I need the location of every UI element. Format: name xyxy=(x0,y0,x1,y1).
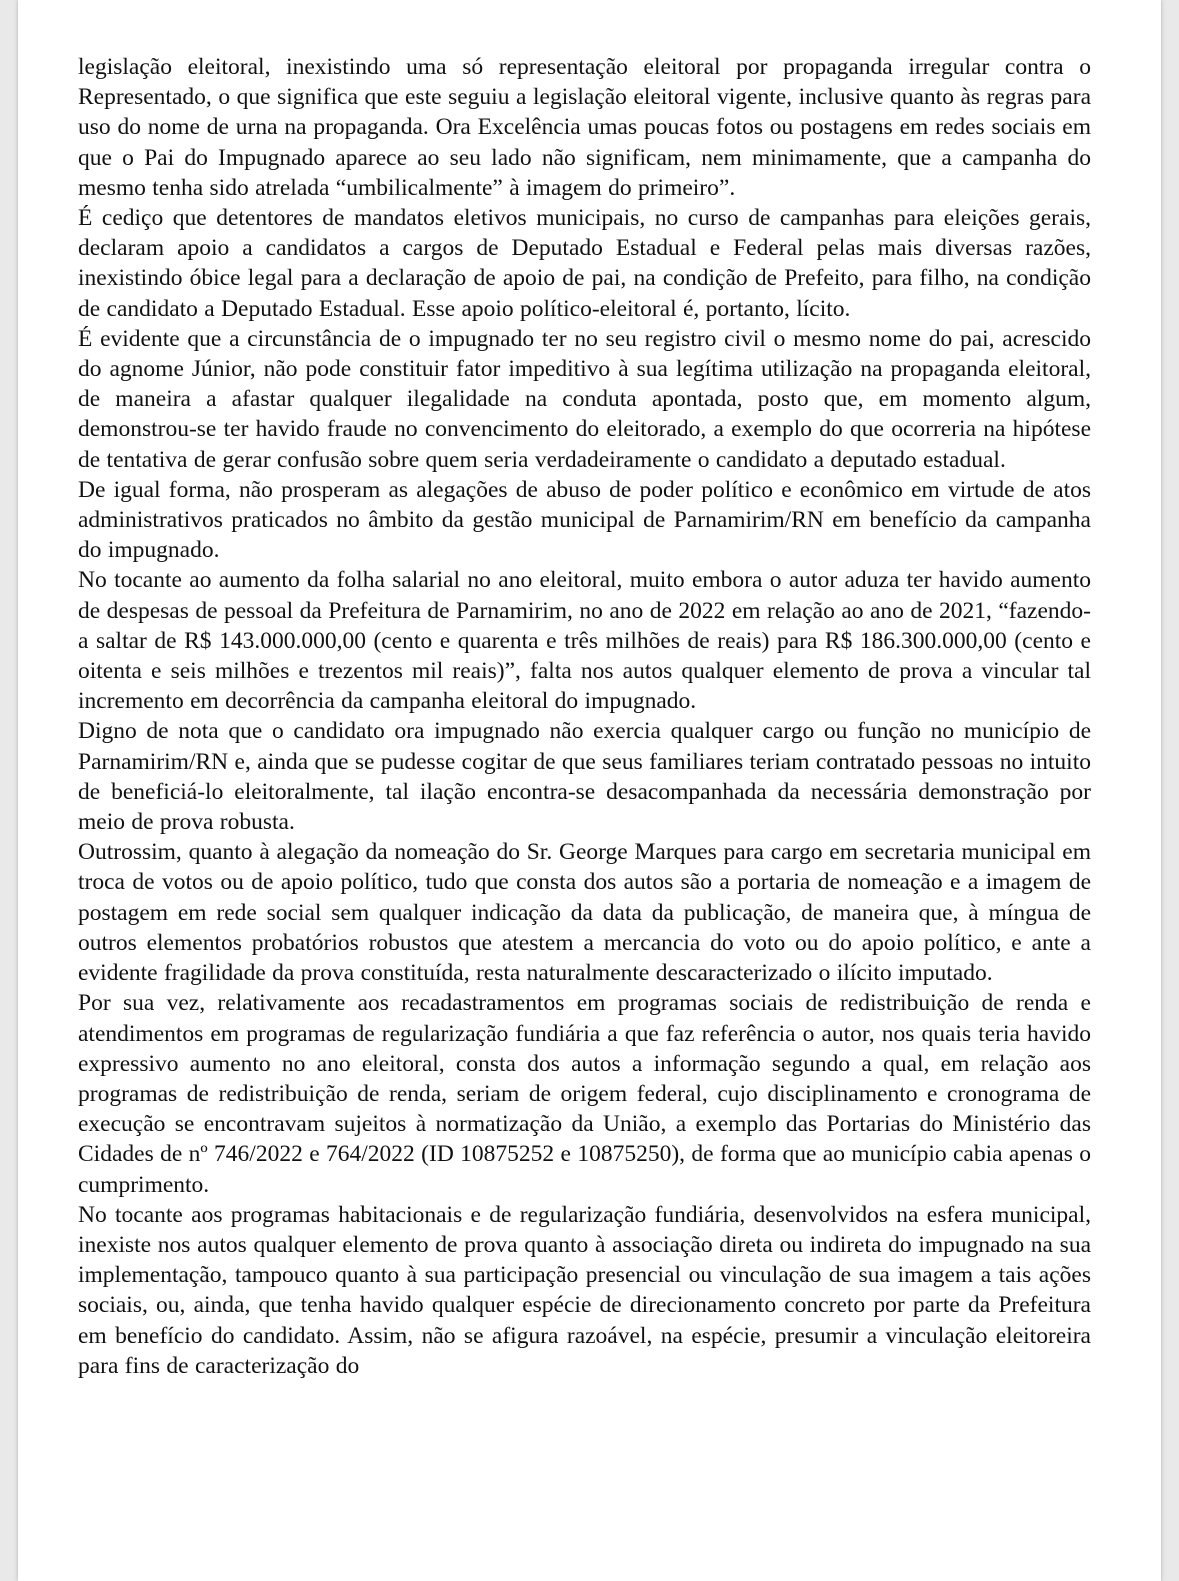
paragraph-4: De igual forma, não prosperam as alegações de abuso de poder político e econômico em virtude de atos administrativos praticados no âmbito da gestão municipal de Parnamirim/RN em benefício da campanha do impugnado. xyxy=(78,476,1091,564)
document-body xyxy=(78,52,1091,1381)
paragraph-3: É evidente que a circunstância de o impugnado ter no seu registro civil o mesmo nome do pai, acrescido do agnome Júnior, não pode constituir fator impeditivo à sua legítima utilização na propaganda eleitoral, de maneira a afastar qualquer ilegalidade na conduta apontada, posto que, em momento algum, demonstrou-se ter havido fraude no convencimento do eleitorado, a exemplo do que ocorreria na hipótese de tentativa de gerar confusão sobre quem seria verdadeiramente o candidato a deputado estadual. xyxy=(78,325,1091,473)
paragraph-1: legislação eleitoral, inexistindo uma só representação eleitoral por propaganda irregular contra o Representado, o que significa que este seguiu a legislação eleitoral vigente, inclusive quanto às regras para uso do nome de urna na propaganda. Ora Excelência umas poucas fotos ou postagens em redes sociais em que o Pai do Impugnado aparece ao seu lado não significam, nem minimamente, que a campanha do mesmo tenha sido atrelada “umbilicalmente” à imagem do primeiro”. xyxy=(78,54,1091,201)
paragraph-2: É cediço que detentores de mandatos eletivos municipais, no curso de campanhas para eleições gerais, declaram apoio a candidatos a cargos de Deputado Estadual e Federal pelas mais diversas razões, inexistindo óbice legal para a declaração de apoio de pai, na condição de Prefeito, para filho, na condição de candidato a Deputado Estadual. Esse apoio político-eleitoral é, portanto, lícito. xyxy=(78,205,1091,322)
paragraph-6: Digno de nota que o candidato ora impugnado não exercia qualquer cargo ou função no município de Parnamirim/RN e, ainda que se pudesse cogitar de que seus familiares teriam contratado pessoas no intuito de beneficiá-lo eleitoralmente, tal ilação encontra-se desacompanhada da necessária demonstração por meio de prova robusta. xyxy=(78,718,1091,836)
document-page xyxy=(18,0,1161,1581)
paragraph-8: Por sua vez, relativamente aos recadastramentos em programas sociais de redistribuição de renda e atendimentos em programas de regularização fundiária a que faz referência o autor, nos quais teria havido expressivo aumento no ano eleitoral, consta dos autos a informação segundo a qual, em relação aos programas de redistribuição de renda, seriam de origem federal, cujo disciplinamento e cronograma de execução se encontravam sujeitos à normatização da União, a exemplo das Portarias do Ministério das Cidades de nº 746/2022 e 764/2022 (ID 10875252 e 10875250), de forma que ao município cabia apenas o cumprimento. xyxy=(78,990,1091,1198)
paragraph-5: No tocante ao aumento da folha salarial no ano eleitoral, muito embora o autor aduza ter havido aumento de despesas de pessoal da Prefeitura de Parnamirim, no ano de 2022 em relação ao ano de 2021, “fazendo-a saltar de R$ 143.000.000,00 (cento e quarenta e três milhões de reais) para R$ 186.300.000,00 (cento e oitenta e seis milhões e trezentos mil reais)”, falta nos autos qualquer elemento de prova a vincular tal incremento em decorrência da campanha eleitoral do impugnado. xyxy=(78,567,1091,715)
paragraph-7: Outrossim, quanto à alegação da nomeação do Sr. George Marques para cargo em secretaria municipal em troca de votos ou de apoio político, tudo que consta dos autos são a portaria de nomeação e a imagem de postagem em rede social sem qualquer indicação da data da publicação, de maneira que, à míngua de outros elementos probatórios robustos que atestem a mercancia do voto ou do apoio político, e ante a evidente fragilidade da prova constituída, resta naturalmente descaracterizado o ilícito imputado. xyxy=(78,839,1091,987)
paragraph-9: No tocante aos programas habitacionais e de regularização fundiária, desenvolvidos na esfera municipal, inexiste nos autos qualquer elemento de prova quanto à associação direta ou indireta do impugnado na sua implementação, tampouco quanto à sua participação presencial ou vinculação de sua imagem a tais ações sociais, ou, ainda, que tenha havido qualquer espécie de direcionamento concreto por parte da Prefeitura em benefício do candidato. Assim, não se afigura razoável, na espécie, presumir a vinculação eleitoreira para fins de caracterização do xyxy=(78,1201,1091,1379)
